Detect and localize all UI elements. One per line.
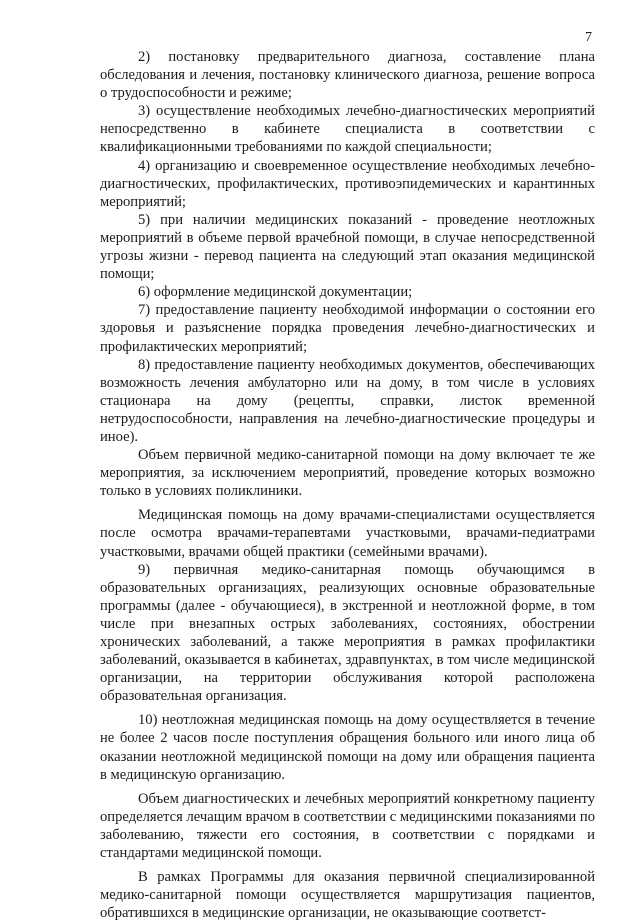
paragraph-routing: В рамках Программы для оказания первичной специализированной медико-санитарной помощи осуществляется маршрутизация пациентов, обратившихся в медицинские организации, не оказывающие соответст- <box>100 869 595 922</box>
paragraph-home-care-specialists: Медицинская помощь на дому врачами-специалистами осуществляется после осмотра врачами-терапевтами участковыми, врачами-педиатрами участковыми, врачами общей практики (семейными врачами). <box>100 507 595 560</box>
paragraph-item-3: 3) осуществление необходимых лечебно-диагностических мероприятий непосредственно в кабинете специалиста в соответствии с квалификационными требованиями по каждой специальности; <box>100 103 595 156</box>
paragraph-item-4: 4) организацию и своевременное осуществление необходимых лечебно-диагностических, профилактических, противоэпидемических и карантинных мероприятий; <box>100 157 595 210</box>
paragraph-item-10: 10) неотложная медицинская помощь на дому осуществляется в течение не более 2 часов после поступления обращения больного или иного лица об оказании неотложной медицинской помощи на дому или обращения пациента в медицинскую организацию. <box>100 712 595 783</box>
document-body <box>100 48 595 922</box>
paragraph-item-7: 7) предоставление пациенту необходимой информации о состоянии его здоровья и разъяснение порядка проведения лечебно-диагностических и профилактических мероприятий; <box>100 302 595 355</box>
paragraph-item-6: 6) оформление медицинской документации; <box>138 284 413 301</box>
paragraph-item-5: 5) при наличии медицинских показаний - проведение неотложных мероприятий в объеме первой врачебной помощи, в случае непосредственной угрозы жизни - перевод пациента на следующий этап оказания медицинской помощи; <box>100 211 595 283</box>
paragraph-home-care-scope: Объем первичной медико-санитарной помощи на дому включает те же мероприятия, за исключением мероприятий, проведение которых возможно только в условиях поликлиники. <box>100 447 595 500</box>
paragraph-diagnostic-scope: Объем диагностических и лечебных мероприятий конкретному пациенту определяется лечащим врачом в соответствии с медицинскими показаниями по заболеванию, тяжести его состояния, в соответствии с порядками и стандартами медицинской помощи. <box>100 790 595 862</box>
paragraph-item-2: 2) постановку предварительного диагноза, составление плана обследования и лечения, постановку клинического диагноза, решение вопроса о трудоспособности и режиме; <box>100 49 595 102</box>
paragraph-item-8: 8) предоставление пациенту необходимых документов, обеспечивающих возможность лечения амбулаторно или на дому, в том числе в условиях стационара на дому (рецепты, справки, листок временной нетрудоспособности, направления на лечебно-диагностические процедуры и иное). <box>100 356 595 445</box>
page-number: 7 <box>585 30 592 45</box>
paragraph-item-9: 9) первичная медико-санитарная помощь обучающимся в образовательных организациях, реализующих основные образовательные программы (далее - обучающиеся), в экстренной и неотложной форме, в том числе при внезапных острых заболеваниях, состояниях, обострении хронических заболеваний, а также мероприятия в рамках профилактики заболеваний, оказывается в кабинетах, здравпунктах, в том числе медицинской организации, на территории обслуживания которой расположена образовательная организация. <box>100 561 595 705</box>
